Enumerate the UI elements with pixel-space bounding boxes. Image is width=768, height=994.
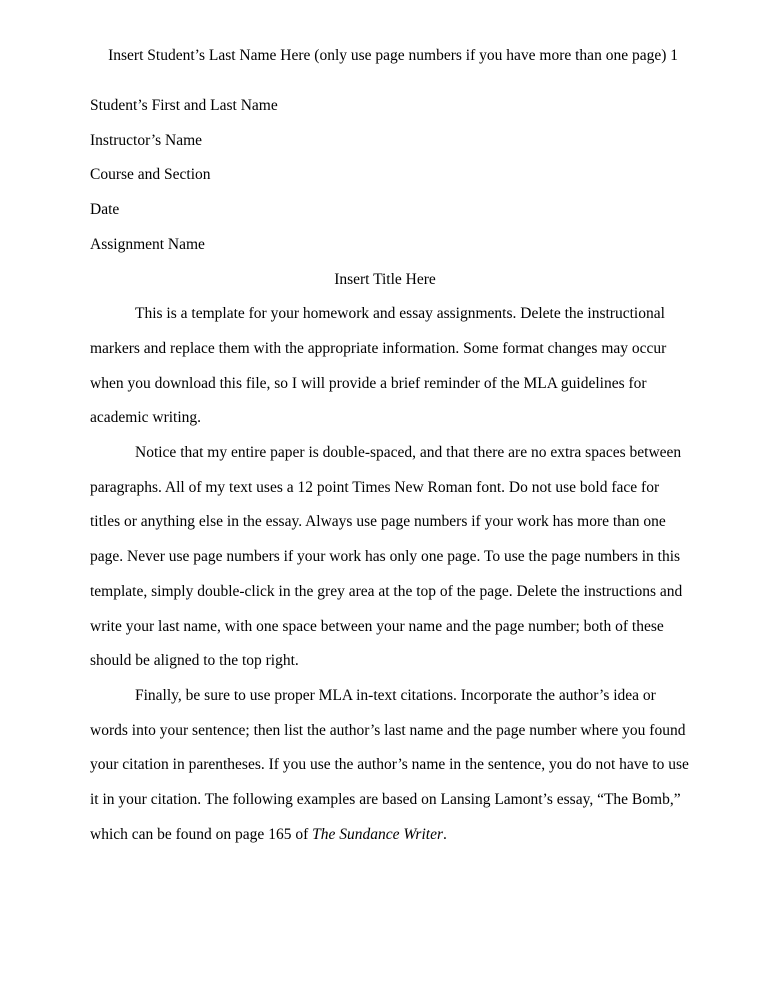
citation-text: which can be found on page 165 of [90,825,313,843]
assignment-name: Assignment Name [90,235,205,253]
paragraph-line: words into your sentence; then list the author’s last name and the page number where you found [90,721,686,739]
paragraph-line-last [90,818,680,853]
paragraph-line: write your last name, with one space between your name and the page number; both of these [90,617,664,635]
student-name: Student’s First and Last Name [90,97,278,114]
paragraph-line: Finally, be sure to use proper MLA in-text citations. Incorporate the author’s idea or [135,686,656,704]
paragraph-line: This is a template for your homework and essay assignments. Delete the instructional [135,305,665,323]
paragraph-line: academic writing. [90,409,202,427]
sentence-end: . [442,825,447,843]
paragraph-line: template, simply double-click in the grey area at the top of the page. Delete the instructions and [90,582,683,600]
paragraph-2 [90,436,683,679]
paragraph-1 [90,297,680,436]
document-body [90,89,689,852]
book-title: The Sundance Writer [312,825,443,843]
course-section: Course and Section [90,166,211,184]
paragraph-line: markers and replace them with the appropriate information. Some format changes may occur [90,339,667,357]
paragraph-line: when you download this file, so I will provide a brief reminder of the MLA guidelines for [90,374,647,392]
paragraph-line: page. Never use page numbers if your work has only one page. To use the page numbers in this [90,548,681,566]
document-title: Insert Title Here [334,270,436,288]
paragraph-line: Notice that my entire paper is double-spaced, and that there are no extra spaces between [135,444,682,462]
paragraph-line: your citation in parentheses. If you use the author’s name in the sentence, you do not have to use [90,756,689,774]
date: Date [90,201,120,219]
paragraph-line: paragraphs. All of my text uses a 12 point Times New Roman font. Do not use bold face for [90,478,660,496]
instructor-name: Instructor’s Name [90,131,203,149]
paragraph-line: it in your citation. The following examples are based on Lansing Lamont’s essay, “The Bomb,” [90,791,681,809]
paragraph-line: titles or anything else in the essay. Always use page numbers if your work has more than one [90,513,666,531]
paragraph-line: should be aligned to the top right. [90,652,299,670]
paragraph-3 [90,679,689,853]
running-head: Insert Student’s Last Name Here (only use page numbers if you have more than one page) 1 [108,47,678,64]
